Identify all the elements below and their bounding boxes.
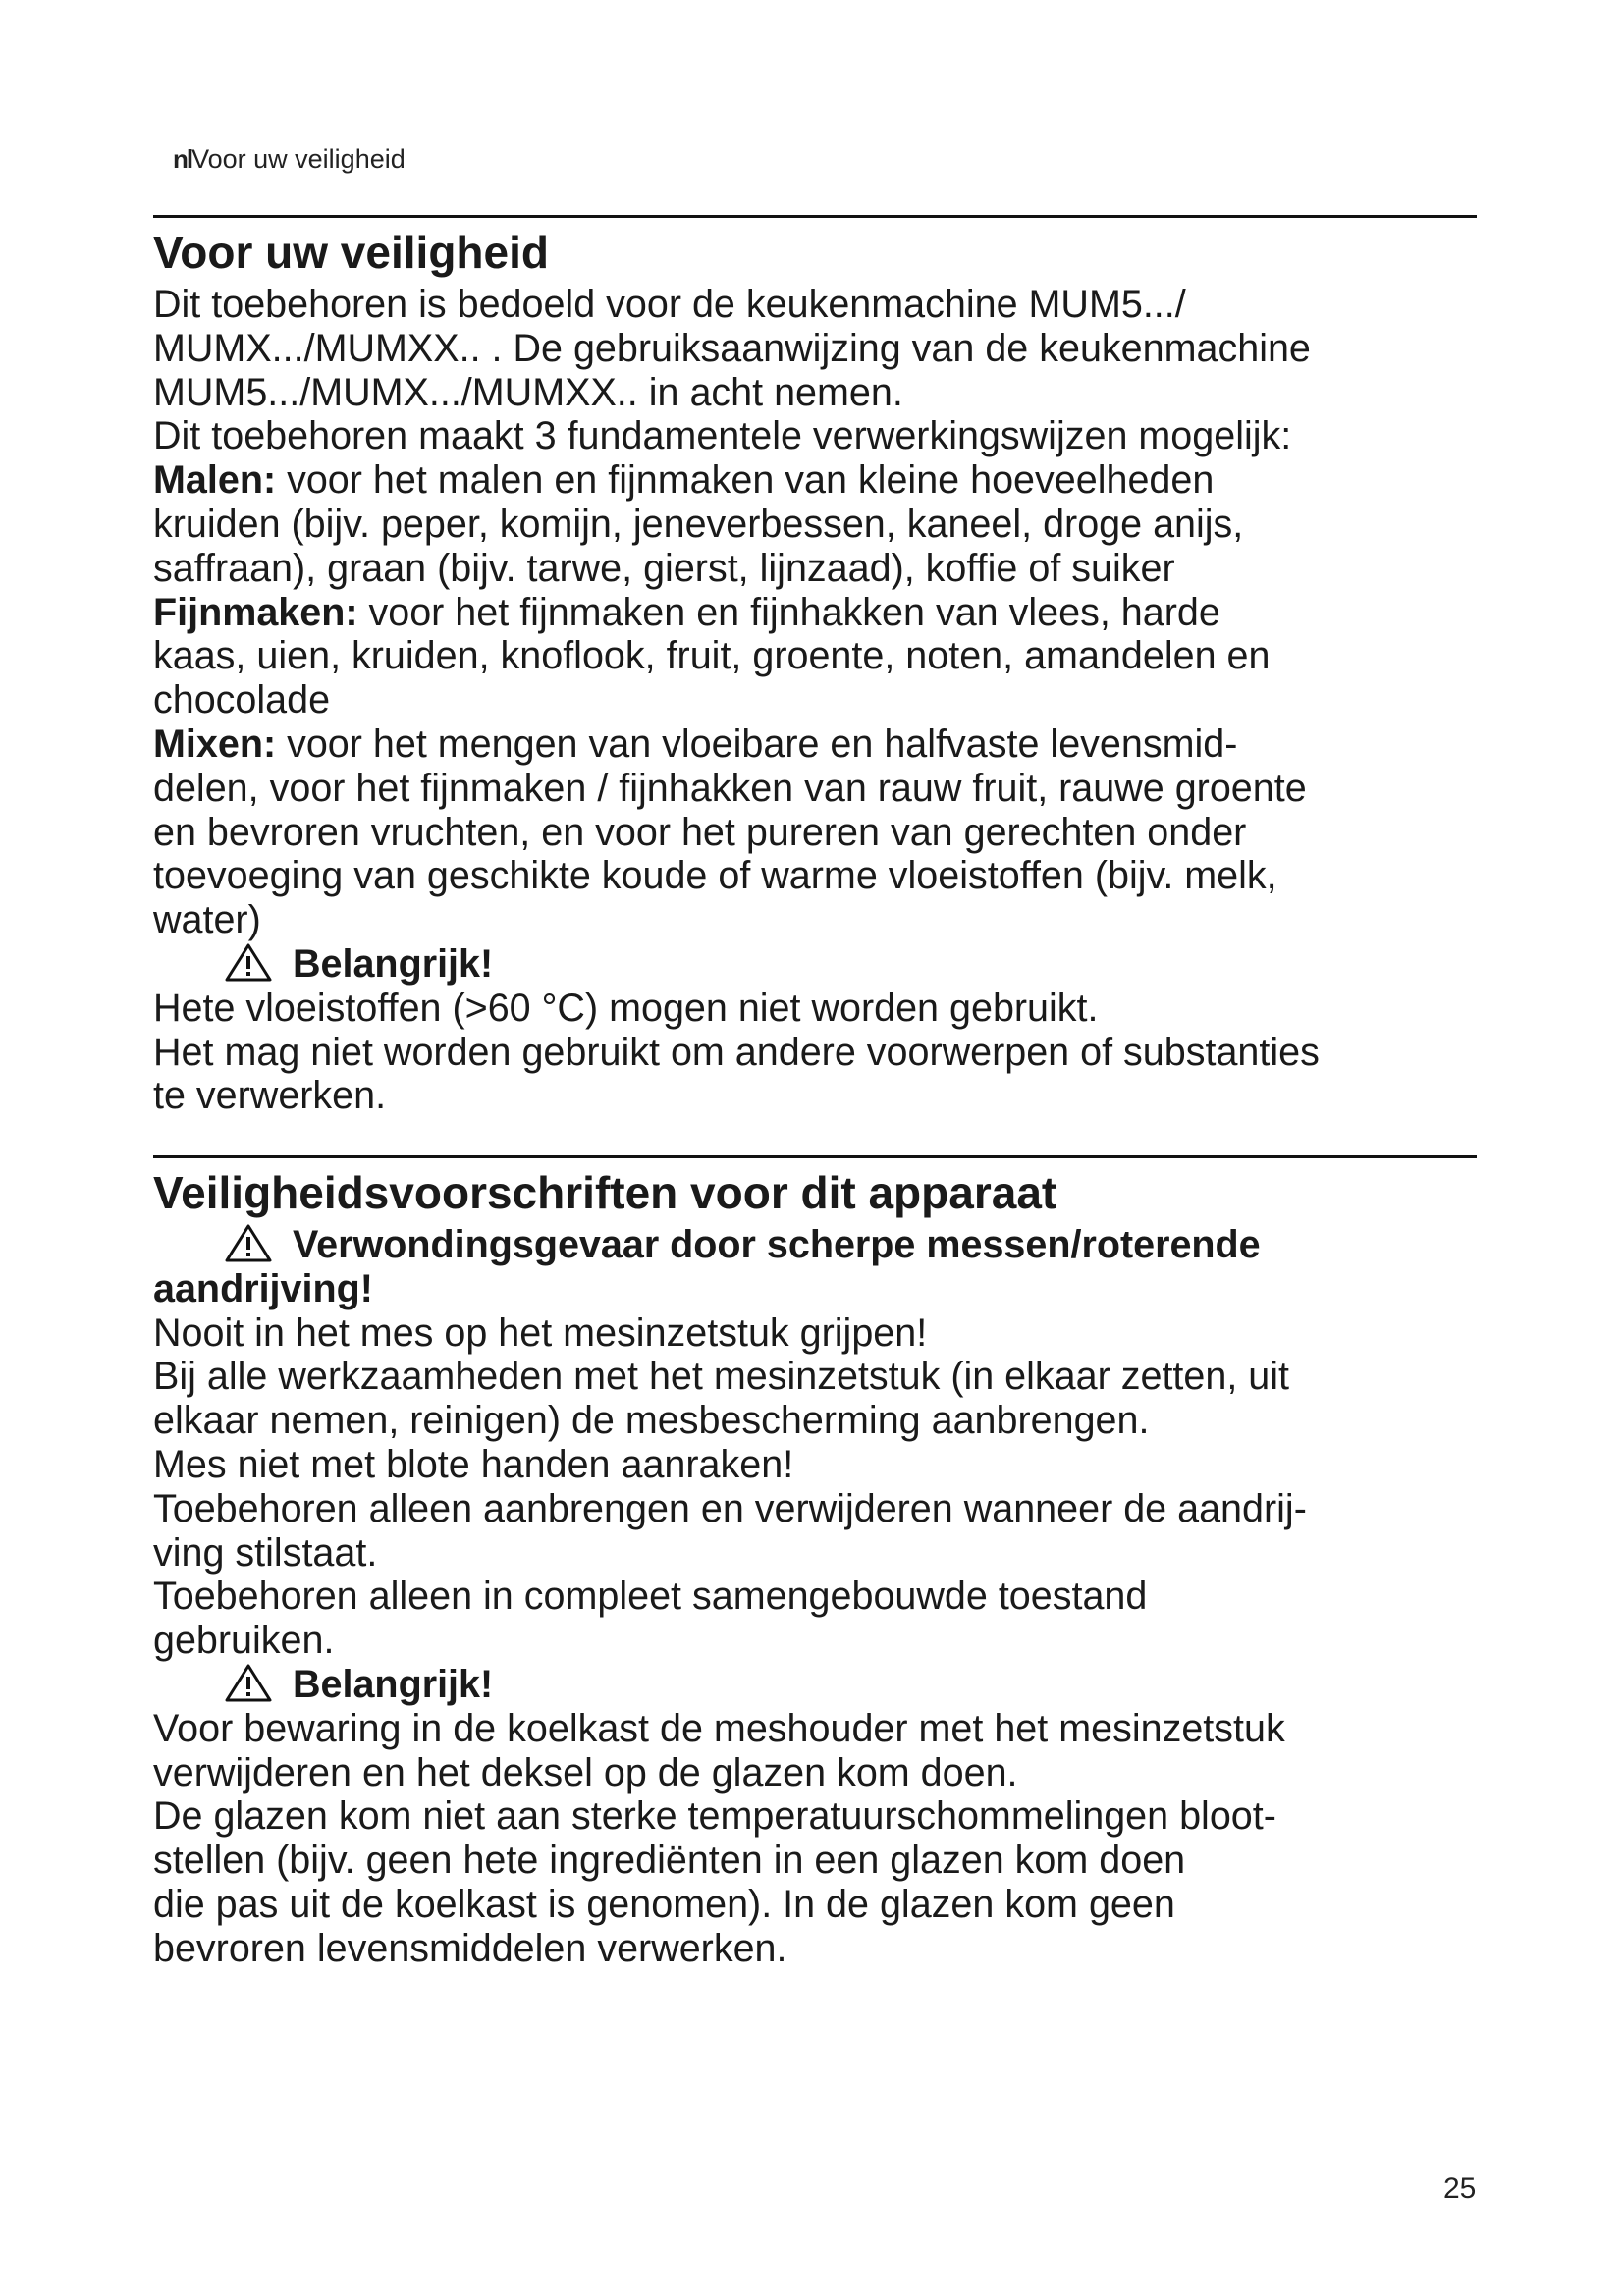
section-safety: [153, 222, 1498, 1118]
body-line: chocolade: [153, 678, 331, 722]
body-line: elkaar nemen, reinigen) de mesbescherming aanbrengen.: [153, 1399, 1150, 1443]
notice-line: die pas uit de koelkast is genomen). In de glazen kom geen: [153, 1882, 1175, 1926]
section-title: Veiligheidsvoorschriften voor dit apparaat: [153, 1167, 1057, 1218]
body-line: Bij alle werkzaamheden met het mesinzetstuk (in elkaar zetten, uit: [153, 1355, 1290, 1399]
notice-heading: [153, 942, 1498, 987]
notice-line: te verwerken.: [153, 1074, 387, 1118]
notice-line: bevroren levensmiddelen verwerken.: [153, 1926, 787, 1970]
danger-heading: [153, 1223, 1498, 1267]
body-line: delen, voor het fijnmaken / fijnhakken van rauw fruit, rauwe groente: [153, 766, 1307, 810]
definition-text: voor het mengen van vloeibare en halfvaste levensmid-: [276, 721, 1238, 766]
body-line: MUMX.../MUMXX.. . De gebruiksaanwijzing van de keukenmachine: [153, 326, 1311, 370]
body-line: Mes niet met blote handen aanraken!: [153, 1442, 794, 1486]
section-title: Voor uw veiligheid: [153, 227, 549, 278]
body-line: kaas, uien, kruiden, knoflook, fruit, groente, noten, amandelen en: [153, 634, 1271, 678]
body-line: saffraan), graan (bijv. tarwe, gierst, lijnzaad), koffie of suiker: [153, 546, 1175, 590]
body-line: MUM5.../MUMX.../MUMXX.. in acht nemen.: [153, 370, 903, 414]
notice-line: stellen (bijv. geen hete ingrediënten in een glazen kom doen: [153, 1839, 1186, 1883]
warning-triangle-icon: [224, 942, 273, 982]
danger-label-continued: aandrijving!: [153, 1266, 373, 1310]
body-line: Dit toebehoren is bedoeld voor de keukenmachine MUM5.../: [153, 283, 1186, 326]
warning-triangle-icon: [224, 1223, 273, 1262]
body-line: kruiden (bijv. peper, komijn, jeneverbessen, kaneel, droge anijs,: [153, 502, 1244, 546]
body-line: en bevroren vruchten, en voor het pureren van gerechten onder: [153, 810, 1247, 854]
notice-line: Het mag niet worden gebruikt om andere voorwerpen of substanties: [153, 1030, 1320, 1074]
body-line: ving stilstaat.: [153, 1530, 378, 1575]
page-number: 25: [1443, 2172, 1477, 2205]
section-divider: [153, 215, 1477, 218]
definition-fijnmaken: [153, 591, 1498, 635]
notice-label: Belangrijk!: [293, 1662, 494, 1706]
body-line: Nooit in het mes op het mesinzetstuk grijpen!: [153, 1310, 928, 1355]
section-device-safety: [153, 1162, 1498, 1971]
body-line: water): [153, 898, 261, 942]
definition-text: voor het malen en fijnmaken van kleine hoeveelheden: [276, 458, 1215, 503]
notice-label: Belangrijk!: [293, 941, 494, 986]
running-header: [173, 143, 406, 175]
body-line: gebruiken.: [153, 1619, 335, 1663]
definition-mixen: [153, 722, 1498, 767]
notice-line: Voor bewaring in de koelkast de meshouder met het mesinzetstuk: [153, 1706, 1285, 1750]
language-code: nl: [173, 144, 192, 174]
notice-line: De glazen kom niet aan sterke temperatuurschommelingen bloot-: [153, 1794, 1276, 1839]
notice-heading: [153, 1663, 1498, 1707]
body-line: Toebehoren alleen aanbrengen en verwijderen wanneer de aandrij-: [153, 1486, 1307, 1530]
definition-malen: [153, 458, 1498, 503]
term-label: Fijnmaken:: [153, 590, 358, 634]
notice-line: verwijderen en het deksel op de glazen kom doen.: [153, 1750, 1018, 1794]
notice-line: Hete vloeistoffen (>60 °C) mogen niet worden gebruikt.: [153, 986, 1099, 1030]
body-line: Dit toebehoren maakt 3 fundamentele verwerkingswijzen mogelijk:: [153, 414, 1292, 458]
danger-label: Verwondingsgevaar door scherpe messen/roterende: [293, 1223, 1261, 1266]
definition-text: voor het fijnmaken en fijnhakken van vlees, harde: [357, 590, 1220, 634]
section-divider: [153, 1155, 1477, 1158]
body-line: Toebehoren alleen in compleet samengebouwde toestand: [153, 1575, 1148, 1619]
term-label: Mixen:: [153, 721, 277, 766]
warning-triangle-icon: [224, 1663, 273, 1702]
body-line: toevoeging van geschikte koude of warme vloeistoffen (bijv. melk,: [153, 854, 1277, 898]
running-title: Voor uw veiligheid: [191, 144, 406, 174]
term-label: Malen:: [153, 458, 277, 503]
